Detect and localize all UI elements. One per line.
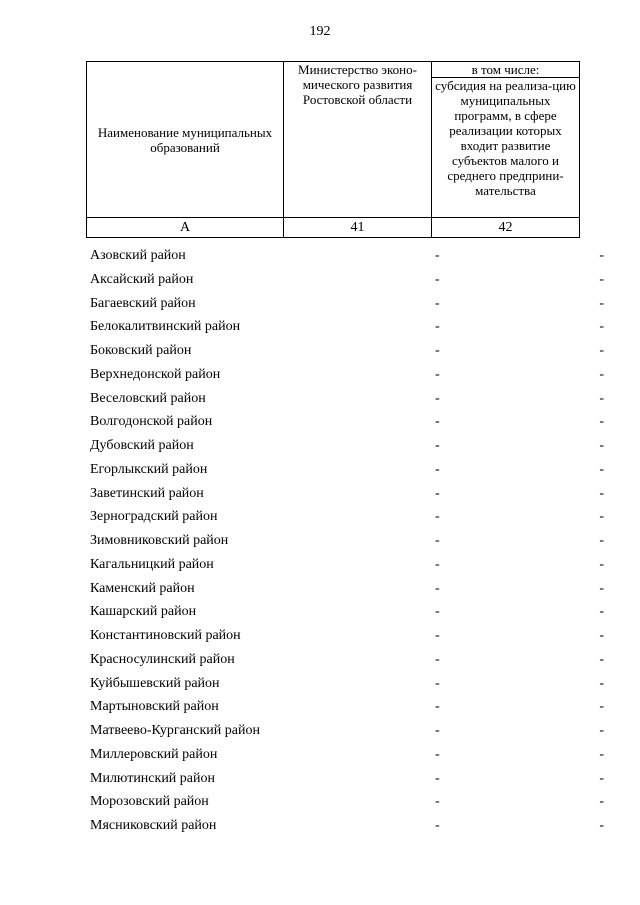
value-subsidy: - bbox=[599, 533, 604, 548]
table-row bbox=[90, 674, 606, 698]
district-name: Зимовниковский район bbox=[90, 533, 229, 548]
table-row bbox=[90, 389, 606, 413]
value-ministry: - bbox=[435, 319, 440, 335]
value-subsidy: - bbox=[599, 248, 604, 263]
value-ministry: - bbox=[435, 485, 440, 501]
value-subsidy: - bbox=[599, 343, 604, 358]
value-ministry: - bbox=[435, 675, 440, 691]
table-row bbox=[90, 626, 606, 650]
district-name: Багаевский район bbox=[90, 295, 196, 311]
district-name: Аксайский район bbox=[90, 271, 194, 287]
district-name: Боковский район bbox=[90, 343, 192, 358]
district-name: Каменский район bbox=[90, 580, 195, 596]
value-subsidy: - bbox=[599, 699, 604, 715]
district-name: Матвеево-Курганский район bbox=[90, 723, 260, 738]
table-row bbox=[90, 246, 606, 270]
value-subsidy: - bbox=[599, 390, 604, 406]
district-name: Милютинский район bbox=[90, 770, 216, 786]
value-subsidy: - bbox=[599, 366, 604, 382]
header-col-subsidy: субсидия на реализа-цию муниципальных программ, в сфере реализации которых входит развитие субъектов малого и среднего предприни-мательства bbox=[432, 78, 580, 218]
table-row bbox=[90, 697, 606, 721]
table-row bbox=[90, 650, 606, 674]
value-subsidy: - bbox=[599, 556, 604, 572]
table-row bbox=[90, 602, 606, 626]
table-row bbox=[90, 341, 606, 365]
value-subsidy: - bbox=[599, 675, 604, 691]
table-row bbox=[90, 436, 606, 460]
table-row bbox=[90, 531, 606, 555]
value-ministry: - bbox=[435, 628, 440, 643]
value-ministry: - bbox=[435, 248, 440, 263]
table-row bbox=[90, 745, 606, 769]
district-name: Азовский район bbox=[90, 248, 186, 263]
district-name: Кашарский район bbox=[90, 604, 197, 620]
table-row bbox=[90, 721, 606, 745]
value-subsidy: - bbox=[599, 509, 604, 525]
district-name: Мартыновский район bbox=[90, 699, 219, 715]
district-name: Белокалитвинский район bbox=[90, 319, 241, 335]
header-index-ministry: 41 bbox=[284, 218, 432, 238]
table-row bbox=[90, 507, 606, 531]
value-subsidy: - bbox=[599, 651, 604, 667]
value-ministry: - bbox=[435, 818, 440, 833]
table-row bbox=[90, 294, 606, 318]
value-subsidy: - bbox=[599, 723, 604, 738]
table-row bbox=[90, 412, 606, 436]
table-row bbox=[90, 792, 606, 816]
district-name: Миллеровский район bbox=[90, 746, 218, 762]
value-ministry: - bbox=[435, 271, 440, 287]
value-ministry: - bbox=[435, 770, 440, 786]
value-ministry: - bbox=[435, 699, 440, 715]
table-row bbox=[90, 769, 606, 793]
table-body bbox=[90, 246, 606, 840]
value-subsidy: - bbox=[599, 461, 604, 477]
value-ministry: - bbox=[435, 533, 440, 548]
district-name: Константиновский район bbox=[90, 628, 241, 643]
district-name: Красносулинский район bbox=[90, 651, 235, 667]
value-subsidy: - bbox=[599, 818, 604, 833]
table-row bbox=[90, 460, 606, 484]
value-subsidy: - bbox=[599, 438, 604, 453]
value-ministry: - bbox=[435, 509, 440, 525]
value-ministry: - bbox=[435, 794, 440, 810]
table-row bbox=[90, 484, 606, 508]
district-name: Зерноградский район bbox=[90, 509, 218, 525]
value-ministry: - bbox=[435, 580, 440, 596]
value-subsidy: - bbox=[599, 319, 604, 335]
value-ministry: - bbox=[435, 438, 440, 453]
header-index-name: А bbox=[87, 218, 284, 238]
district-name: Верхнедонской район bbox=[90, 366, 221, 382]
district-name: Веселовский район bbox=[90, 390, 206, 406]
value-subsidy: - bbox=[599, 794, 604, 810]
header-col-ministry: Министерство эконо-мического развития Ростовской области bbox=[284, 62, 432, 218]
district-name: Заветинский район bbox=[90, 485, 204, 501]
value-subsidy: - bbox=[599, 414, 604, 430]
header-index-subsidy: 42 bbox=[432, 218, 580, 238]
table-row bbox=[90, 365, 606, 389]
header-col-name: Наименование муниципальных образований bbox=[87, 62, 284, 218]
value-ministry: - bbox=[435, 556, 440, 572]
value-subsidy: - bbox=[599, 770, 604, 786]
table-header bbox=[86, 61, 580, 238]
district-name: Куйбышевский район bbox=[90, 675, 220, 691]
value-subsidy: - bbox=[599, 580, 604, 596]
value-ministry: - bbox=[435, 414, 440, 430]
page-number: 192 bbox=[309, 24, 331, 39]
table-row bbox=[90, 816, 606, 840]
district-name: Морозовский район bbox=[90, 794, 209, 810]
value-ministry: - bbox=[435, 390, 440, 406]
value-subsidy: - bbox=[599, 485, 604, 501]
district-name: Кагальницкий район bbox=[90, 556, 214, 572]
value-ministry: - bbox=[435, 604, 440, 620]
header-col-including: в том числе: bbox=[432, 62, 580, 78]
value-subsidy: - bbox=[599, 628, 604, 643]
value-ministry: - bbox=[435, 746, 440, 762]
table-row bbox=[90, 317, 606, 341]
district-name: Егорлыкский район bbox=[90, 461, 208, 477]
district-name: Мясниковский район bbox=[90, 818, 217, 833]
value-subsidy: - bbox=[599, 604, 604, 620]
value-ministry: - bbox=[435, 651, 440, 667]
value-ministry: - bbox=[435, 343, 440, 358]
value-subsidy: - bbox=[599, 271, 604, 287]
value-ministry: - bbox=[435, 461, 440, 477]
district-name: Волгодонской район bbox=[90, 414, 213, 430]
table-row bbox=[90, 270, 606, 294]
value-ministry: - bbox=[435, 295, 440, 311]
value-ministry: - bbox=[435, 366, 440, 382]
value-subsidy: - bbox=[599, 746, 604, 762]
table-row bbox=[90, 579, 606, 603]
value-ministry: - bbox=[435, 723, 440, 738]
value-subsidy: - bbox=[599, 295, 604, 311]
district-name: Дубовский район bbox=[90, 438, 194, 453]
table-row bbox=[90, 555, 606, 579]
